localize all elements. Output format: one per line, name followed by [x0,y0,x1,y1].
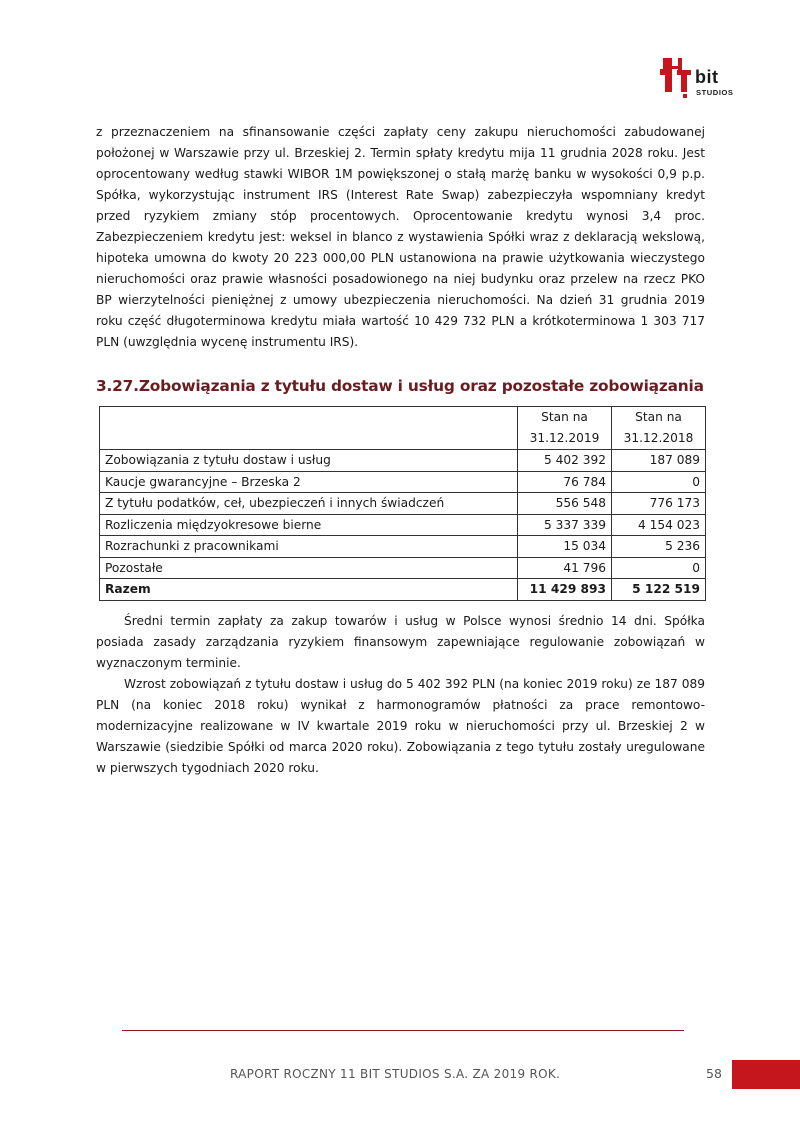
header-cell-2018 [612,407,706,450]
table-row [100,536,706,558]
table-row [100,493,706,515]
row-value-2019: 5 402 392 [518,450,612,472]
row-value-2019: 41 796 [518,557,612,579]
row-value-2019: 5 337 339 [518,514,612,536]
row-value-2018: 5 236 [612,536,706,558]
table-row [100,450,706,472]
row-value-2018: 4 154 023 [612,514,706,536]
row-label: Z tytułu podatków, ceł, ubezpieczeń i innych świadczeń [100,493,518,515]
footer-divider [122,1030,684,1031]
page-number: 58 [706,1066,722,1081]
header-2018-line1: Stan na [635,410,682,424]
row-label: Rozliczenia międzyokresowe bierne [100,514,518,536]
row-label: Pozostałe [100,557,518,579]
liabilities-table [99,406,706,601]
row-value-2019: 556 548 [518,493,612,515]
row-label: Rozrachunki z pracownikami [100,536,518,558]
table-total-row [100,579,706,601]
header-cell-label [100,407,518,450]
row-value-2018: 776 173 [612,493,706,515]
total-label: Razem [100,579,518,601]
table-header-row [100,407,706,450]
footer-accent-bar [732,1060,800,1089]
table-row [100,557,706,579]
header-2018-line2: 31.12.2018 [623,431,694,445]
logo-text: bit [695,67,719,87]
logo-mark-icon [660,58,691,98]
paragraph-liabilities-increase: Wzrost zobowiązań z tytułu dostaw i usług do 5 402 392 PLN (na koniec 2019 roku) ze 187 089 PLN (na koniec 2018 roku) wynikał z harmonogramów płatności za prace remontowo-modernizacyjne realizowane w IV kwartale 2019 roku w nieruchomości przy ul. Brzeskiej 2 w Warszawie (siedzibie Spółki od marca 2020 roku). Zobowiązania z tego tytułu zostały uregulowane w pierwszych tygodniach 2020 roku. [96,677,705,775]
row-value-2018: 0 [612,471,706,493]
header-cell-2019 [518,407,612,450]
row-value-2019: 15 034 [518,536,612,558]
total-value-2018: 5 122 519 [612,579,706,601]
logo-subtext: STUDIOS [696,88,734,97]
total-value-2019: 11 429 893 [518,579,612,601]
row-value-2018: 0 [612,557,706,579]
paragraph-payment-terms: Średni termin zapłaty za zakup towarów i usług w Polsce wynosi średnio 14 dni. Spółka posiada zasady zarządzania ryzykiem finansowym zapewniające regulowanie zobowiązań w wyznaczonym terminie. [96,614,705,670]
header-2019-line1: Stan na [541,410,588,424]
table-row [100,514,706,536]
row-label: Zobowiązania z tytułu dostaw i usług [100,450,518,472]
table-row [100,471,706,493]
footer-text: RAPORT ROCZNY 11 BIT STUDIOS S.A. ZA 2019 ROK. [230,1067,561,1081]
paragraph-loan-details: z przeznaczeniem na sfinansowanie części zapłaty ceny zakupu nieruchomości zabudowanej położonej w Warszawie przy ul. Brzeskiej 2. Termin spłaty kredytu mija 11 grudnia 2028 roku. Jest oprocentowany według stawki WIBOR 1M powiększonej o stałą marżę banku w wysokości 0,9 p.p. Spółka, wykorzystując instrument IRS (Interest Rate Swap) zabezpieczyła wspomniany kredyt przed ryzykiem zmiany stóp procentowych. Oprocentowanie kredytu wynosi 3,4 proc. Zabezpieczeniem kredytu jest: weksel in blanco z wystawienia Spółki wraz z deklaracją wekslową, hipoteka umowna do kwoty 20 223 000,00 PLN ustanowiona na prawie użytkowania wieczystego nieruchomości oraz prawie własności posadowionego na niej budynku oraz przelew na rzecz PKO BP wierzytelności pieniężnej z umowy ubezpieczenia nieruchomości. Na dzień 31 grudnia 2019 roku część długoterminowa kredytu miała wartość 10 429 732 PLN a krótkoterminowa 1 303 717 PLN (uwzględnia wycenę instrumentu IRS). [96,125,705,349]
section-heading: 3.27.Zobowiązania z tytułu dostaw i usług oraz pozostałe zobowiązania [96,377,704,395]
row-label: Kaucje gwarancyjne – Brzeska 2 [100,471,518,493]
row-value-2019: 76 784 [518,471,612,493]
header-2019-line2: 31.12.2019 [529,431,600,445]
row-value-2018: 187 089 [612,450,706,472]
